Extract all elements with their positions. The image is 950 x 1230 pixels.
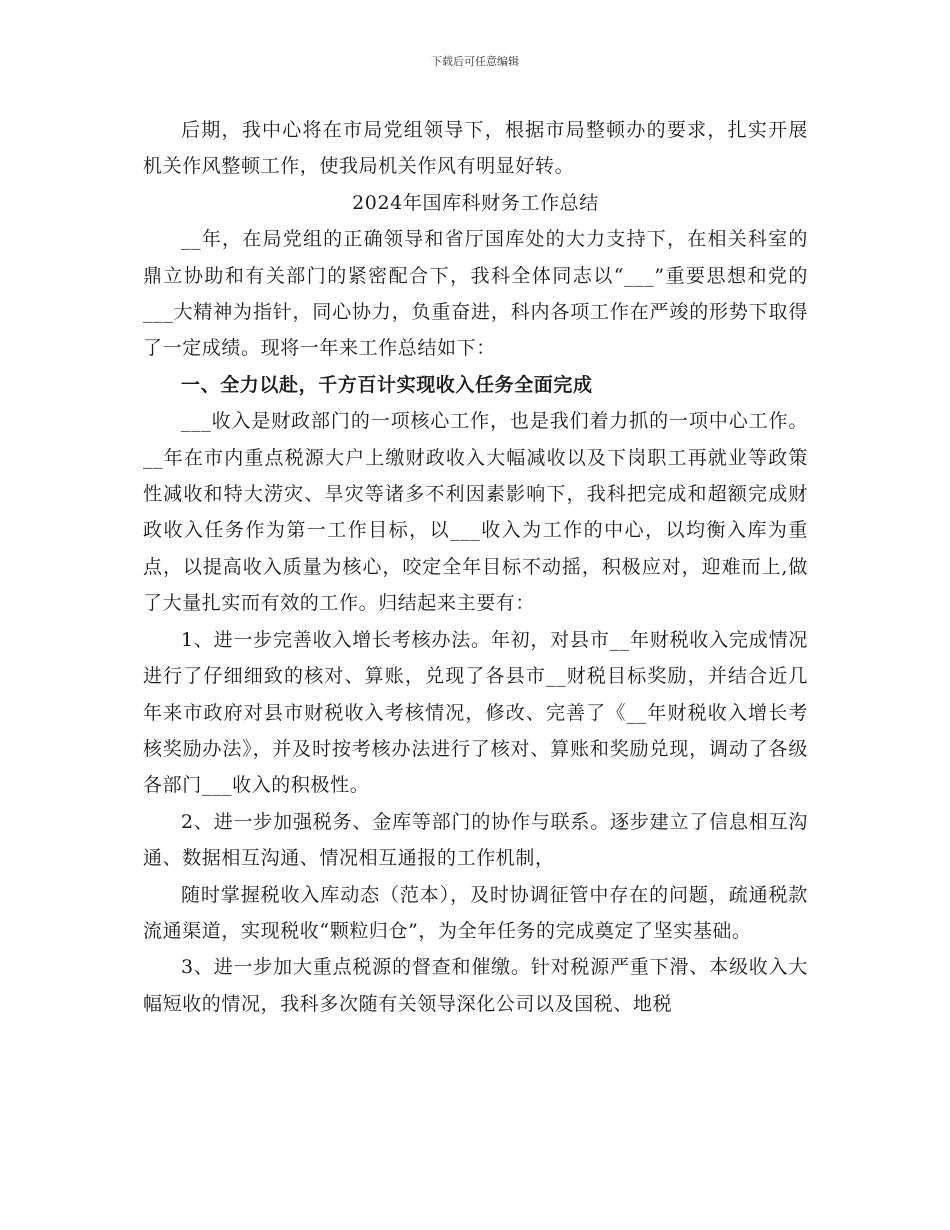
document-body [143, 112, 808, 1022]
paragraph-item-2: 2、进一步加强税务、金库等部门的协作与联系。逐步建立了信息相互沟通、数据相互沟通、情况相互通报的工作机制， [143, 810, 808, 870]
paragraph-item-1: 1、进一步完善收入增长考核办法。年初，对县市__年财税收入完成情况进行了仔细细致的核对、算账，兑现了各县市__财税目标奖励，并结合近几年来市政府对县市财税收入考核情况，修改、完善了《__年财税收入增长考核奖励办法》，并及时按考核办法进行了核对、算账和奖励兑现，调动了各级各部门___收入的积极性。 [143, 628, 808, 797]
paragraph-item-3: 3、进一步加大重点税源的督查和催缴。针对税源严重下滑、本级收入大幅短收的情况，我科多次随有关领导深化公司以及国税、地税 [143, 956, 808, 1015]
paragraph-summary: __年，在局党组的正确领导和省厅国库处的大力支持下，在相关科室的鼎立协助和有关部门的紧密配合下，我科全体同志以“___”重要思想和党的___大精神为指针，同心协力，负重奋进，科内各项工作在严竣的形势下取得了一定成绩。现将一年来工作总结如下： [143, 228, 808, 360]
document-title: 2024年国库科财务工作总结 [352, 191, 599, 214]
paragraph-item-2-cont: 随时掌握税收入库动态（范本），及时协调征管中存在的问题，疏通税款流通渠道，实现税收“颗粒归仓”，为全年任务的完成奠定了坚实基础。 [143, 883, 808, 942]
page-header: 下载后可任意编辑 [431, 55, 519, 68]
section-heading-1: 一、全力以赴，千方百计实现收入任务全面完成 [181, 373, 593, 396]
paragraph-intro: 后期，我中心将在市局党组领导下，根据市局整顿办的要求，扎实开展机关作风整顿工作，使我局机关作风有明显好转。 [143, 119, 808, 178]
paragraph-revenue: ___收入是财政部门的一项核心工作，也是我们着力抓的一项中心工作。__年在市内重点税源大户上缴财政收入大幅减收以及下岗职工再就业等政策性减收和特大涝灾、旱灾等诸多不利因素影响下，我科把完成和超额完成财政收入任务作为第一工作目标，以___收入为工作的中心，以均衡入库为重点，以提高收入质量为核心，咬定全年目标不动摇，积极应对，迎难而上,做了大量扎实而有效的工作。归结起来主要有： [143, 410, 808, 615]
